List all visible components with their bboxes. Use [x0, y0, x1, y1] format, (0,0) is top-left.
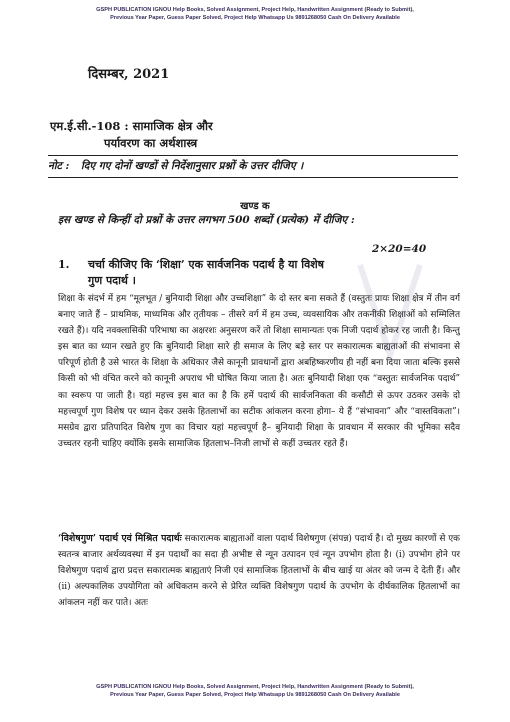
footer-line-1: GSPH PUBLICATION IGNOU Help Books, Solved Assignment, Project Help, Handwritten Assignment (Ready to Submit), [96, 684, 414, 690]
answer-paragraph-2-text: सकारात्मक बाह्यताओं वाला पदार्थ विशेषगुण (संपन्न) पदार्थ है। दो मुख्य कारणों से एक स्वतन्त्र बाजार अर्थव्यवस्था में इन पदार्थों का सदा ही अभीष्ट से न्यून उत्पादन एवं न्यून उपभोग होता है। (i) उपभोग होने पर विशेषगुण पदार्थ द्वारा प्रदत्त सकारात्मक बाह्यताएं निजी एवं सामाजिक हितलाभों के बीच खाई या अंतर को जन्म दे देती हैं। और (ii) अल्पकालिक उपयोगिता को अधिकतम करने से प्रेरित व्यक्ति विशेषगुण पदार्थ के उपभोग के दीर्घकालिक हितलाभों का आंकलन नहीं कर पाते। अतः [58, 534, 460, 609]
publisher-header [0, 6, 510, 22]
question-line-1: चर्चा कीजिए कि ‘शिक्षा’ एक सार्वजनिक पदार्थ है या विशेष [88, 258, 325, 271]
footer-line-2: Previous Year Paper, Guess Paper Solved, Project Help Whatsapp Us 9891268050 Cash On Delivery Available [110, 692, 400, 698]
section-instruction: इस खण्ड से किन्हीं दो प्रश्नों के उत्तर लगभग 500 शब्दों (प्रत्येक) में दीजिए : [58, 214, 355, 226]
publisher-footer [0, 683, 510, 699]
course-title-line-1: एम.ई.सी.-108 : सामाजिक क्षेत्र और [50, 119, 213, 133]
note-box [48, 155, 458, 178]
note-text: दिए गए दोनों खण्डों से निर्देशानुसार प्रश्नों के उत्तर दीजिए । [81, 160, 304, 172]
header-line-2: Previous Year Paper, Guess Paper Solved, Project Help Whatsapp Us 9891268050 Cash On Delivery Available [110, 15, 400, 21]
answer-paragraph-2 [58, 531, 460, 611]
question-number: 1. [58, 258, 70, 271]
header-line-1: GSPH PUBLICATION IGNOU Help Books, Solved Assignment, Project Help, Handwritten Assignment (Ready to Submit), [96, 7, 414, 13]
answer-paragraph-1: शिक्षा के संदर्भ में हम “मूलभूत / बुनियादी शिक्षा और उच्चशिक्षा” के दो स्तर बना सकते हैं (वस्तुतः प्रायः शिक्षा क्षेत्र में तीन वर्ग बनाए जाते हैं – प्राथमिक, माध्यमिक और तृतीयक – तीसरे वर्ग में हम उच्च, व्यवसायिक और तकनीकी शिक्षाओं को सम्मिलित रखते हैं)। यदि नवक्लासिकी परिभाषा का अक्षरशः अनुसरण करें तो शिक्षा सामान्यतः एक निजी पदार्थ होकर रह जाती है। किन्तु इस बात का ध्यान रखते हुए कि बुनियादी शिक्षा सारे ही समाज के लिए बड़े स्तर पर सकारात्मक बाह्यताओं की संभावना से परिपूर्ण होती है उसे भारत के शिक्षा के अधिकार जैसे कानूनी प्रावधानों द्वारा अबहिष्करणीय ही नहीं बना दिया जाता बल्कि इससे किसी को भी वंचित करने को कानूनी अपराध भी घोषित किया जाता है। अतः बुनियादी शिक्षा एक “वस्तुतः सार्वजनिक पदार्थ” का स्वरूप पा जाती है। यहां महत्त्व इस बात का है कि हमें पदार्थ की सार्वजनिकता की कसौटी से ऊपर उठकर उसके दो महत्त्वपूर्ण गुण विशेष पर ध्यान देकर उसके हितलाभों का सटीक आंकलन करना होगा– ये हैं “संभावना” और “वास्तविकता”। मसग्रेव द्वारा प्रतिपादित विशेष गुण का विचार यहां महत्त्वपूर्ण है– बुनियादी शिक्षा के प्रावधान में सरकार की भूमिका सदैव उच्चतर रहनी चाहिए क्योंकि इसके सामाजिक हितलाभ–निजी लाभों से कहीं उच्चतर रहते हैं। [58, 294, 460, 449]
course-title [50, 118, 213, 152]
marks-label: 2×20=40 [372, 243, 427, 255]
exam-date: दिसम्बर, 2021 [88, 67, 170, 82]
course-title-line-2: पर्यावरण का अर्थशास्त्र [104, 136, 198, 150]
answer-paragraph-2-heading: ‘विशेषगुण’ पदार्थ एवं मिश्रित पदार्थः [58, 533, 182, 544]
note-label: नोट : [48, 160, 70, 172]
section-title: खण्ड क [240, 201, 270, 212]
question-line-2: गुण पदार्थ । [88, 274, 136, 287]
